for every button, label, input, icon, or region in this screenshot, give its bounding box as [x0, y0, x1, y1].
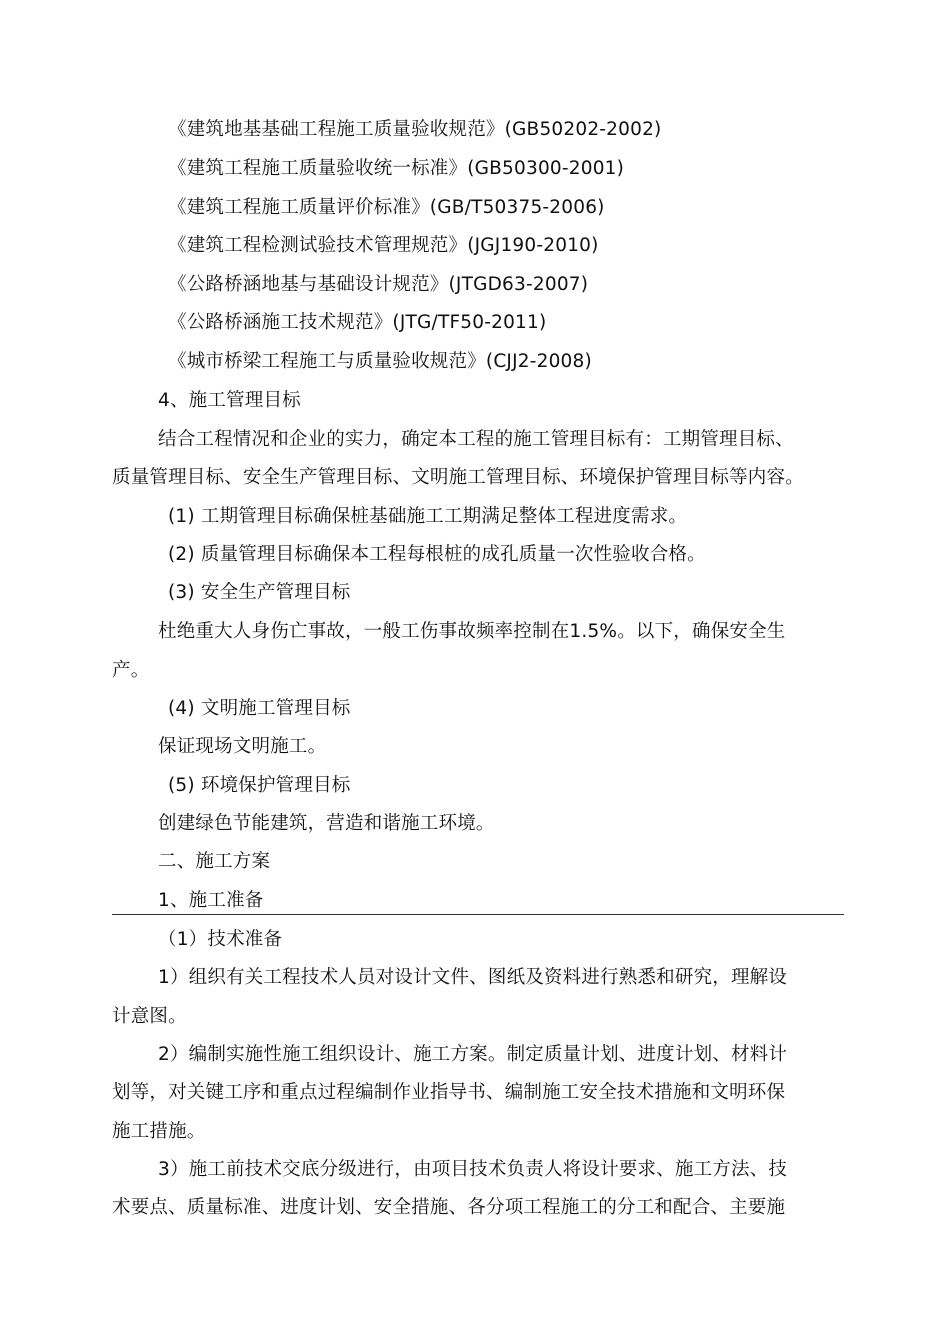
paragraph-line: 计意图。 — [112, 1006, 187, 1027]
paragraph-line: 杜绝重大人身伤亡事故，一般工伤事故频率控制在1.5%。以下，确保安全生 — [158, 621, 786, 642]
subsection-title: （1）技术准备 — [158, 929, 283, 950]
paragraph-line: 划等，对关键工序和重点过程编制作业指导书、编制施工安全技术措施和文明环保 — [112, 1082, 786, 1103]
section-heading: 4、施工管理目标 — [158, 390, 301, 411]
goal-item-title: (5) 环境保护管理目标 — [168, 775, 351, 796]
goal-item: (2) 质量管理目标确保本工程每根桩的成孔质量一次性验收合格。 — [168, 544, 706, 565]
paragraph-line: 结合工程情况和企业的实力，确定本工程的施工管理目标有：工期管理目标、 — [158, 429, 794, 450]
paragraph-line: 1）组织有关工程技术人员对设计文件、图纸及资料进行熟悉和研究，理解设 — [158, 967, 788, 988]
paragraph-line: 施工措施。 — [112, 1121, 206, 1142]
paragraph-line: 术要点、质量标准、进度计划、安全措施、各分项工程施工的分工和配合、主要施 — [112, 1197, 786, 1218]
reference-item: 《公路桥涵施工技术规范》(JTG/TF50-2011) — [168, 312, 547, 333]
reference-item: 《建筑工程检测试验技术管理规范》(JGJ190-2010) — [168, 235, 599, 256]
goal-item-title: (4) 文明施工管理目标 — [168, 698, 351, 719]
reference-item: 《建筑地基基础工程施工质量验收规范》(GB50202-2002) — [168, 119, 662, 140]
paragraph-line: 质量管理目标、安全生产管理目标、文明施工管理目标、环境保护管理目标等内容。 — [112, 467, 804, 488]
goal-item-title: (3) 安全生产管理目标 — [168, 582, 351, 603]
paragraph-line: 产。 — [112, 660, 150, 681]
reference-item: 《建筑工程施工质量评价标准》(GB/T50375-2006) — [168, 197, 605, 218]
subsection-heading: 1、施工准备 — [158, 890, 264, 911]
paragraph-line: 创建绿色节能建筑，营造和谐施工环境。 — [158, 813, 495, 834]
paragraph-line: 3）施工前技术交底分级进行，由项目技术负责人将设计要求、施工方法、技 — [158, 1159, 788, 1180]
reference-item: 《建筑工程施工质量验收统一标准》(GB50300-2001) — [168, 158, 625, 179]
section-heading: 二、施工方案 — [158, 851, 271, 872]
paragraph-line: 2）编制实施性施工组织设计、施工方案。制定质量计划、进度计划、材料计 — [158, 1044, 788, 1065]
reference-item: 《城市桥梁工程施工与质量验收规范》(CJJ2-2008) — [168, 351, 592, 372]
reference-item: 《公路桥涵地基与基础设计规范》(JTGD63-2007) — [168, 274, 589, 295]
goal-item: (1) 工期管理目标确保桩基础施工工期满足整体工程进度需求。 — [168, 506, 688, 527]
page-divider — [112, 914, 844, 915]
paragraph-line: 保证现场文明施工。 — [158, 736, 327, 757]
